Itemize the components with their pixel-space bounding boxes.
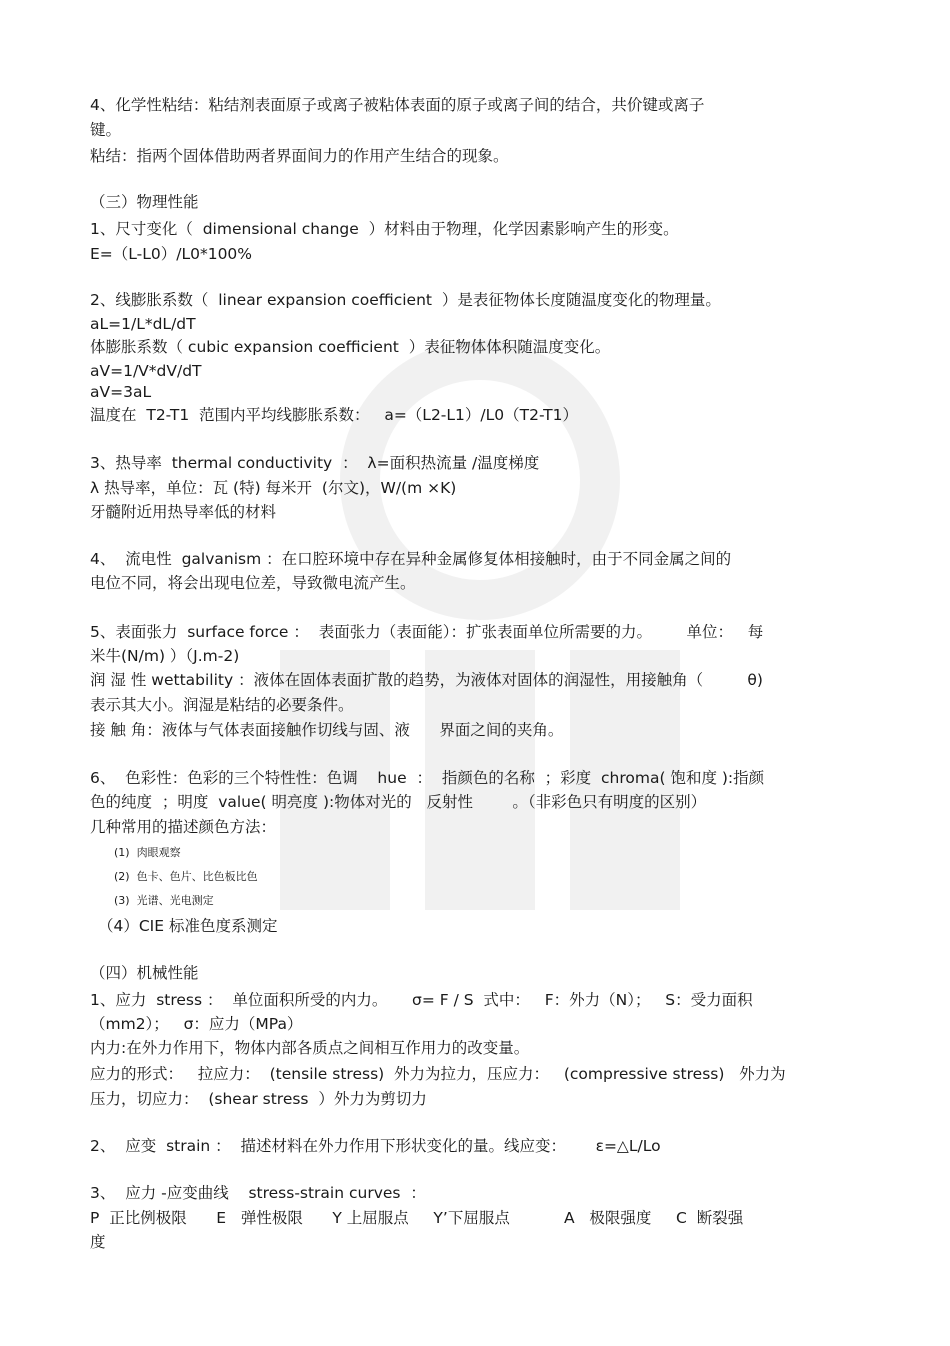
text-line: 3、 应力 -应变曲线 stress-strain curves ：	[90, 1184, 426, 1202]
text-line: P 正比例极限 E 弹性极限 Y 上屈服点 Y’下屈服点 A 极限强度 C 断裂强	[90, 1209, 744, 1227]
text-line: 内力:在外力作用下，物体内部各质点之间相互作用力的改变量。	[90, 1039, 530, 1057]
formula-line: aL=1/L*dL/dT	[90, 315, 196, 333]
text-line: 1、尺寸变化（ dimensional change ）材料由于物理，化学因素影响产生的形变。	[90, 220, 679, 238]
text-line: 电位不同，将会出现电位差，导致微电流产生。	[90, 574, 416, 592]
text-line: 牙髓附近用热导率低的材料	[90, 503, 277, 521]
text-line: （mm2）； σ：应力（MPa）	[90, 1015, 303, 1033]
text-line: 4、 流电性 galvanism ：在口腔环境中存在异种金属修复体相接触时，由于不同金属之间的	[90, 550, 732, 568]
text-line: 温度在 T2-T1 范围内平均线膨胀系数： a=（L2-L1）/L0（T2-T1）	[90, 406, 578, 424]
text-line: 应力的形式： 拉应力： (tensile stress) 外力为拉力，压应力： (compressive stress) 外力为	[90, 1065, 786, 1083]
text-line: 粘结：指两个固体借助两者界面间力的作用产生结合的现象。	[90, 147, 509, 165]
text-line: 2、 应变 strain ： 描述材料在外力作用下形状变化的量。线应变： ε=△L/Lo	[90, 1137, 661, 1155]
text-line: 体膨胀系数（ cubic expansion coefficient ）表征物体体积随温度变化。	[90, 338, 611, 356]
formula-line: aV=3aL	[90, 383, 152, 401]
text-line: 5、表面张力 surface force ： 表面张力（表面能）：扩张表面单位所需要的力。 单位： 每	[90, 623, 764, 641]
formula-line: aV=1/V*dV/dT	[90, 362, 202, 380]
text-line: 2、线膨胀系数（ linear expansion coefficient ）是表征物体长度随温度变化的物理量。	[90, 291, 721, 309]
text-line: 度	[90, 1233, 106, 1251]
list-item: (2) 色卡、色片、比色板比色	[114, 870, 258, 883]
list-item: (3) 光谱、光电测定	[114, 894, 214, 907]
text-line: 键。	[90, 121, 122, 139]
text-line: 色的纯度 ；明度 value( 明亮度 ):物体对光的 反射性 。（非彩色只有明度的区别）	[90, 793, 707, 811]
section-heading: （四）机械性能	[90, 964, 199, 982]
list-item: (1) 肉眼观察	[114, 846, 181, 859]
text-line: 润 湿 性 wettability ：液体在固体表面扩散的趋势，为液体对固体的润湿性，用接触角（ θ)	[90, 671, 763, 689]
text-line: 4、化学性粘结：粘结剂表面原子或离子被粘体表面的原子或离子间的结合，共价键或离子	[90, 96, 705, 114]
text-line: λ 热导率，单位：瓦 (特) 每米开 (尔文)，W/(m ×K)	[90, 479, 457, 497]
list-item: （4）CIE 标准色度系测定	[98, 917, 278, 935]
text-line: 3、热导率 thermal conductivity ： λ=面积热流量 /温度梯度	[90, 454, 540, 472]
text-line: 表示其大小。润湿是粘结的必要条件。	[90, 696, 354, 714]
text-line: 米牛(N/m) ）（J.m-2)	[90, 647, 240, 665]
text-line: 6、 色彩性：色彩的三个特性性：色调 hue ： 指颜色的名称 ；彩度 chroma( 饱和度 ):指颜	[90, 769, 765, 787]
formula-line: E=（L-L0）/L0*100%	[90, 245, 253, 263]
text-line: 压力，切应力： (shear stress ）外力为剪切力	[90, 1090, 427, 1108]
text-line: 1、应力 stress ： 单位面积所受的内力。 σ= F / S 式中： F：外力（N）； S：受力面积	[90, 991, 753, 1009]
text-line: 几种常用的描述颜色方法：	[90, 818, 277, 836]
section-heading: （三）物理性能	[90, 193, 199, 211]
text-line: 接 触 角：液体与气体表面接触作切线与固、液 界面之间的夹角。	[90, 721, 564, 739]
